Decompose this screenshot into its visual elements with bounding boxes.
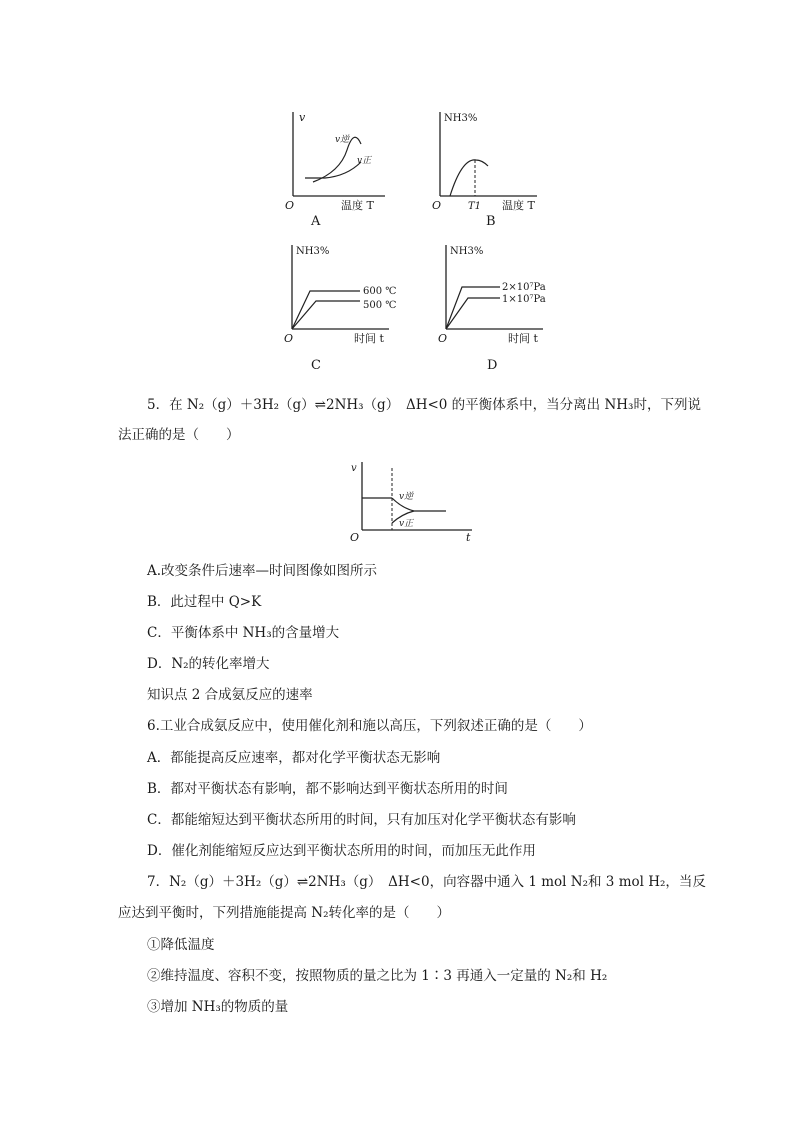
q7-item-1: ①降低温度 — [147, 937, 215, 953]
figure-d — [438, 243, 553, 348]
figure-c — [284, 243, 399, 348]
x-axis-label: 时间 t — [508, 332, 538, 345]
nh3-curve — [450, 160, 488, 196]
series2-label: 1×10⁷Pa — [502, 294, 546, 305]
x-axis-label: 时间 t — [354, 332, 384, 345]
series1-label: 2×10⁷Pa — [502, 282, 546, 293]
q7-item-2: ②维持温度、容积不变，按照物质的量之比为 1∶3 再通入一定量的 N₂和 H₂ — [147, 968, 608, 984]
q7-stem-line2: 应达到平衡时，下列措施能提高 N₂转化率的是（ ） — [118, 905, 451, 921]
panel-label-b: B — [486, 214, 496, 229]
q5-option-b: B．此过程中 Q>K — [147, 594, 262, 610]
q5-option-d: D．N₂的转化率增大 — [147, 656, 270, 672]
y-axis-label: NH3% — [296, 246, 330, 257]
y-axis-label: v — [351, 463, 357, 474]
x-axis-label: t — [466, 531, 471, 542]
q6-option-a: A．都能提高反应速率，都对化学平衡状态无影响 — [147, 750, 441, 766]
section-heading: 知识点 2 合成氨反应的速率 — [147, 687, 313, 703]
curve1-label: v逆 — [399, 492, 414, 502]
q7-item-3: ③增加 NH₃的物质的量 — [147, 999, 289, 1015]
q5-option-a: A.改变条件后速率—时间图像如图所示 — [147, 563, 378, 579]
q6-option-d: D．催化剂能缩短反应达到平衡状态所用的时间，而加压无此作用 — [147, 843, 536, 859]
origin-label: O — [285, 199, 295, 212]
panel-label-c: C — [311, 358, 321, 373]
figure-b — [432, 110, 547, 215]
series-1e7-line — [446, 298, 500, 329]
q6-option-b: B．都对平衡状态有影响，都不影响达到平衡状态所用的时间 — [147, 781, 508, 797]
q5-option-c: C．平衡体系中 NH₃的含量增大 — [147, 625, 340, 641]
origin-label: O — [350, 531, 360, 542]
figure-a — [285, 110, 395, 215]
series2-label: 500 ℃ — [363, 300, 397, 311]
series-2e7-line — [446, 287, 500, 329]
x-axis-label: 温度 T — [341, 199, 374, 212]
origin-label: O — [432, 199, 442, 212]
q5-stem-line1: 5．在 N₂（g）＋3H₂（g）⇌2NH₃（g） ΔH<0 的平衡体系中，当分离出 NH₃时，下列说 — [147, 397, 701, 413]
q6-option-c: C．都能缩短达到平衡状态所用的时间，只有加压对化学平衡状态有影响 — [147, 812, 576, 828]
tick-label-t1: T1 — [468, 201, 482, 212]
series-600-line — [292, 291, 360, 329]
q5-stem-line2: 法正确的是（ ） — [118, 427, 240, 443]
q5-rate-time-graph — [350, 460, 480, 542]
curve2-label: v正 — [399, 519, 414, 529]
curve2-label: v正 — [357, 156, 372, 166]
q7-stem-line1: 7．N₂（g）＋3H₂（g）⇌2NH₃（g） ΔH<0，向容器中通入 1 mol N₂和 3 mol H₂，当反 — [147, 874, 706, 890]
panel-label-d: D — [487, 358, 498, 373]
curve1-label: v逆 — [335, 135, 350, 145]
origin-label: O — [438, 332, 448, 345]
y-axis-label: v — [299, 111, 306, 124]
x-axis-label: 温度 T — [502, 199, 535, 212]
q6-stem: 6.工业合成氨反应中，使用催化剂和施以高压，下列叙述正确的是（ ） — [147, 718, 592, 734]
panel-label-a: A — [311, 214, 321, 229]
origin-label: O — [284, 332, 294, 345]
series-500-line — [292, 301, 360, 329]
y-axis-label: NH3% — [444, 113, 478, 124]
series1-label: 600 ℃ — [363, 286, 397, 297]
y-axis-label: NH3% — [450, 246, 484, 257]
